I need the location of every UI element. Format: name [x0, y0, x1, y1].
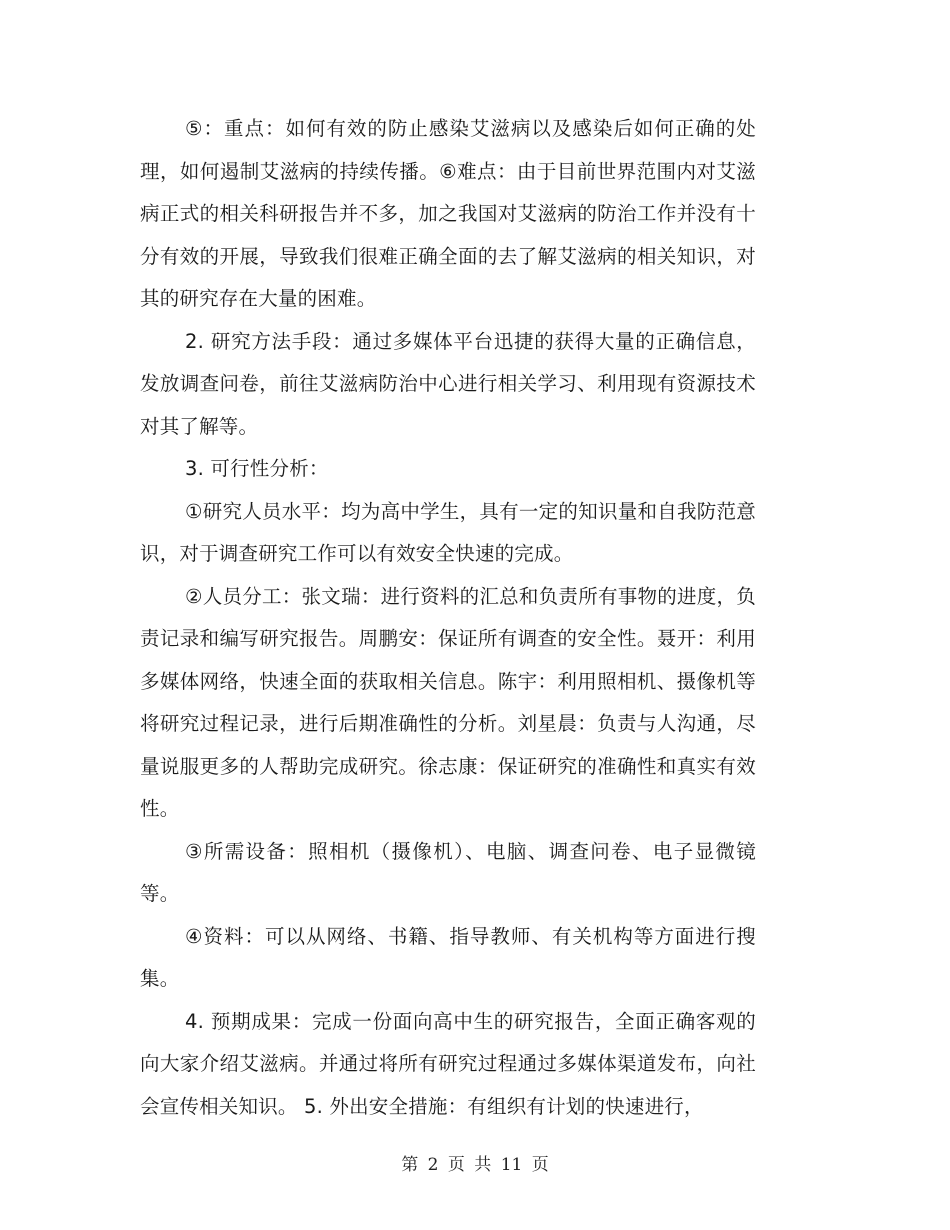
paragraph-materials: ④资料：可以从网络、书籍、指导教师、有关机构等方面进行搜集。: [140, 924, 756, 990]
paragraph-feasibility-heading: 3. 可行性分析：: [185, 457, 329, 480]
paragraph-key-and-difficult-points: ⑤：重点：如何有效的防止感染艾滋病以及感染后如何正确的处理，如何遏制艾滋病的持续传播。⑥难点：由于目前世界范围内对艾滋病正式的相关科研报告并不多，加之我国对艾滋病的防治工作并没有十分有效的开展，导致我们很难正确全面的去了解艾滋病的相关知识，对其的研究存在大量的困难。: [140, 117, 756, 310]
paragraph-researcher-level: ①研究人员水平：均为高中学生，具有一定的知识量和自我防范意识，对于调查研究工作可以有效安全快速的完成。: [140, 499, 756, 565]
document-body: [140, 108, 756, 1128]
paragraph-division-of-labor: ②人员分工：张文瑞：进行资料的汇总和负责所有事物的进度，负责记录和编写研究报告。周鹏安：保证所有调查的安全性。聂开：利用多媒体网络，快速全面的获取相关信息。陈宇：利用照相机、摄像机等将研究过程记录，进行后期准确性的分析。刘星晨：负责与人沟通，尽量说服更多的人帮助完成研究。徐志康：保证研究的准确性和真实有效性。: [140, 584, 756, 820]
paragraph-equipment: ③所需设备：照相机（摄像机）、电脑、调查问卷、电子显微镜等。: [140, 839, 756, 905]
paragraph-expected-results: 4. 预期成果：完成一份面向高中生的研究报告，全面正确客观的向大家介绍艾滋病。并通过将所有研究过程通过多媒体渠道发布，向社会宣传相关知识。 5. 外出安全措施：有组织有计划的快速进行，: [140, 1009, 756, 1118]
page-footer: 第 2 页 共 11 页: [401, 1155, 549, 1175]
paragraph-research-methods: 2. 研究方法手段：通过多媒体平台迅捷的获得大量的正确信息，发放调查问卷，前往艾滋病防治中心进行相关学习、利用现有资源技术对其了解等。: [140, 329, 756, 438]
